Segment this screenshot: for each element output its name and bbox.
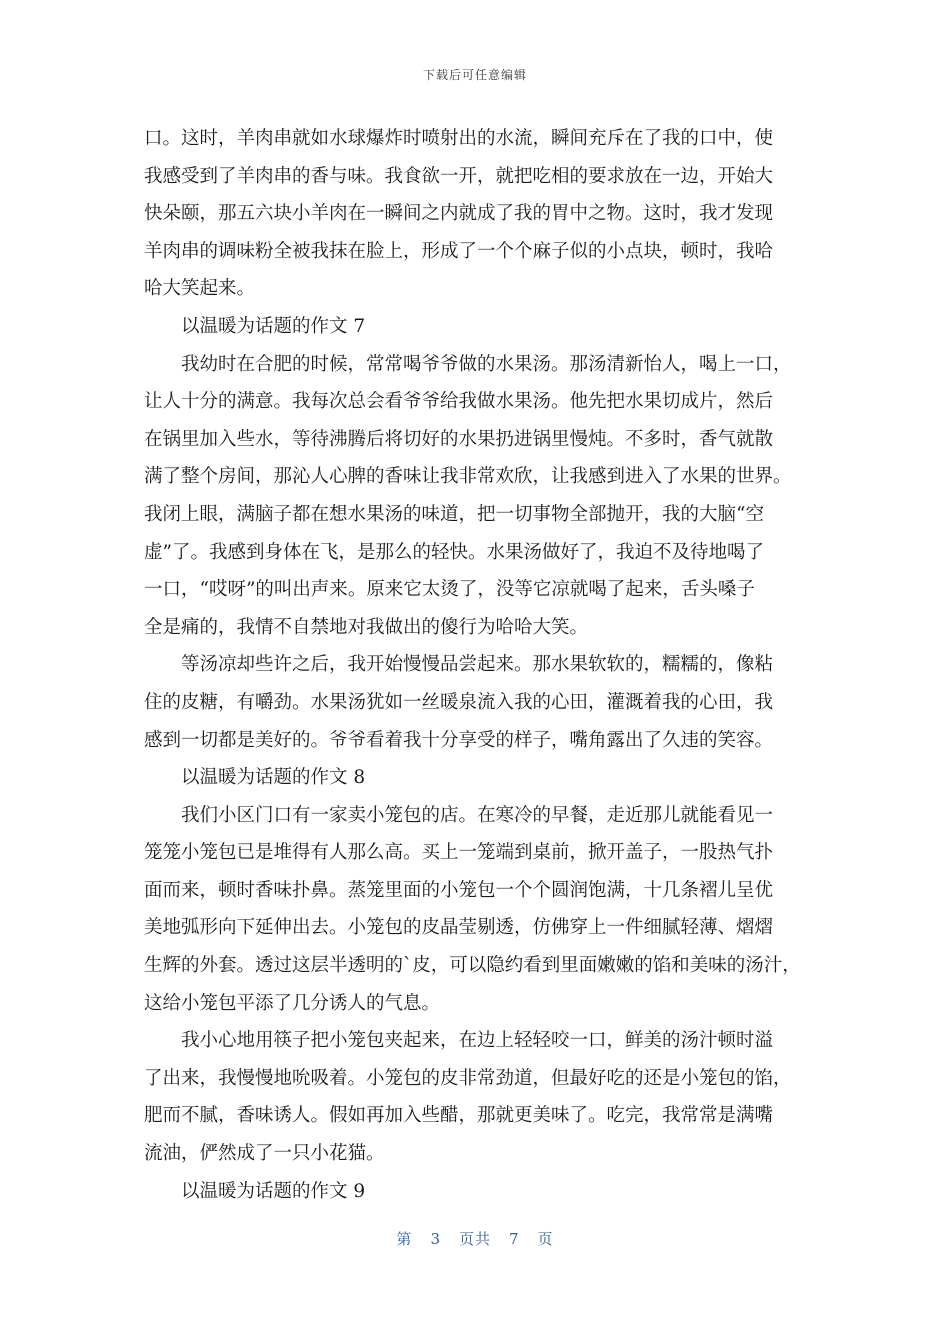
text-line: 感到一切都是美好的。爷爷看着我十分享受的样子，嘴角露出了久违的笑容。 — [144, 729, 774, 751]
text-line: 以温暖为话题的作文 9 — [181, 1180, 366, 1202]
page-header: 下载后可任意编辑 — [422, 68, 527, 82]
text-line: 口。这时，羊肉串就如水球爆炸时喷射出的水流，瞬间充斥在了我的口中，使 — [144, 128, 774, 149]
text-line: 快朵颐，那五六块小羊肉在一瞬间之内就成了我的胃中之物。这时，我才发现 — [144, 203, 774, 225]
text-line: 笼笼小笼包已是堆得有人那么高。买上一笼端到桌前，掀开盖子，一股热气扑 — [144, 842, 774, 864]
footer-ye-gong: 页共 — [458, 1230, 491, 1248]
text-line: 哈大笑起来。 — [144, 278, 256, 300]
text-line: 虚”了。我感到身体在飞，是那么的轻快。水果汤做好了，我迫不及待地喝了 — [144, 541, 764, 563]
text-line: 羊肉串的调味粉全被我抹在脸上，形成了一个个麻子似的小点块，顿时，我哈 — [144, 240, 774, 262]
text-line: 我感受到了羊肉串的香与味。我食欲一开，就把吃相的要求放在一边，开始大 — [144, 165, 774, 187]
text-line: 全是痛的，我情不自禁地对我做出的傻行为哈哈大笑。 — [144, 616, 589, 638]
text-line: 了出来，我慢慢地吮吸着。小笼包的皮非常劲道，但最好吃的还是小笼包的馅， — [144, 1067, 792, 1089]
document-body — [144, 120, 812, 1210]
footer-ye: 页 — [537, 1230, 554, 1248]
text-line: 我幼时在合肥的时候，常常喝爷爷做的水果汤。那汤清新怡人，喝上一口， — [181, 353, 792, 375]
text-line: 生辉的外套。透过这层半透明的`皮，可以隐约看到里面嫩嫩的馅和美味的汤汁， — [144, 955, 801, 977]
text-line: 住的皮糖，有嚼劲。水果汤犹如一丝暖泉流入我的心田，灌溉着我的心田，我 — [144, 691, 774, 713]
text-line: 我小心地用筷子把小笼包夹起来，在边上轻轻咬一口，鲜美的汤汁顿时溢 — [181, 1030, 774, 1052]
text-line: 让人十分的满意。我每次总会看爷爷给我做水果汤。他先把水果切成片，然后 — [144, 391, 774, 413]
text-line: 我闭上眼，满脑子都在想水果汤的味道，把一切事物全部抛开，我的大脑“空 — [144, 503, 764, 525]
text-line: 等汤凉却些许之后，我开始慢慢品尝起来。那水果软软的，糯糯的，像粘 — [181, 654, 774, 676]
text-line: 我们小区门口有一家卖小笼包的店。在寒冷的早餐，走近那儿就能看见一 — [181, 804, 774, 826]
text-line: 在锅里加入些水，等待沸腾后将切好的水果扔进锅里慢炖。不多时，香气就散 — [144, 428, 774, 450]
text-line: 满了整个房间，那沁人心脾的香味让我非常欢欣，让我感到进入了水果的世界。 — [144, 466, 792, 488]
text-line: 肥而不腻，香味诱人。假如再加入些醋，那就更美味了。吃完，我常常是满嘴 — [144, 1105, 774, 1127]
text-line: 面而来，顿时香味扑鼻。蒸笼里面的小笼包一个个圆润饱满，十几条褶儿呈优 — [144, 879, 774, 901]
text-line: 流油，俨然成了一只小花猫。 — [144, 1143, 385, 1165]
text-line: 美地弧形向下延伸出去。小笼包的皮晶莹剔透，仿佛穿上一件细腻轻薄、熠熠 — [144, 917, 774, 939]
footer-di: 第 — [396, 1230, 413, 1248]
footer-page-number: 3 — [430, 1230, 441, 1248]
text-line: 以温暖为话题的作文 7 — [181, 315, 366, 337]
text-line: 以温暖为话题的作文 8 — [181, 767, 366, 789]
text-line: 这给小笼包平添了几分诱人的气息。 — [144, 992, 441, 1014]
page-footer — [0, 1228, 950, 1249]
text-line: 一口，“哎呀”的叫出声来。原来它太烫了，没等它凉就喝了起来，舌头嗓子 — [144, 579, 755, 601]
footer-total-pages: 7 — [509, 1230, 520, 1248]
